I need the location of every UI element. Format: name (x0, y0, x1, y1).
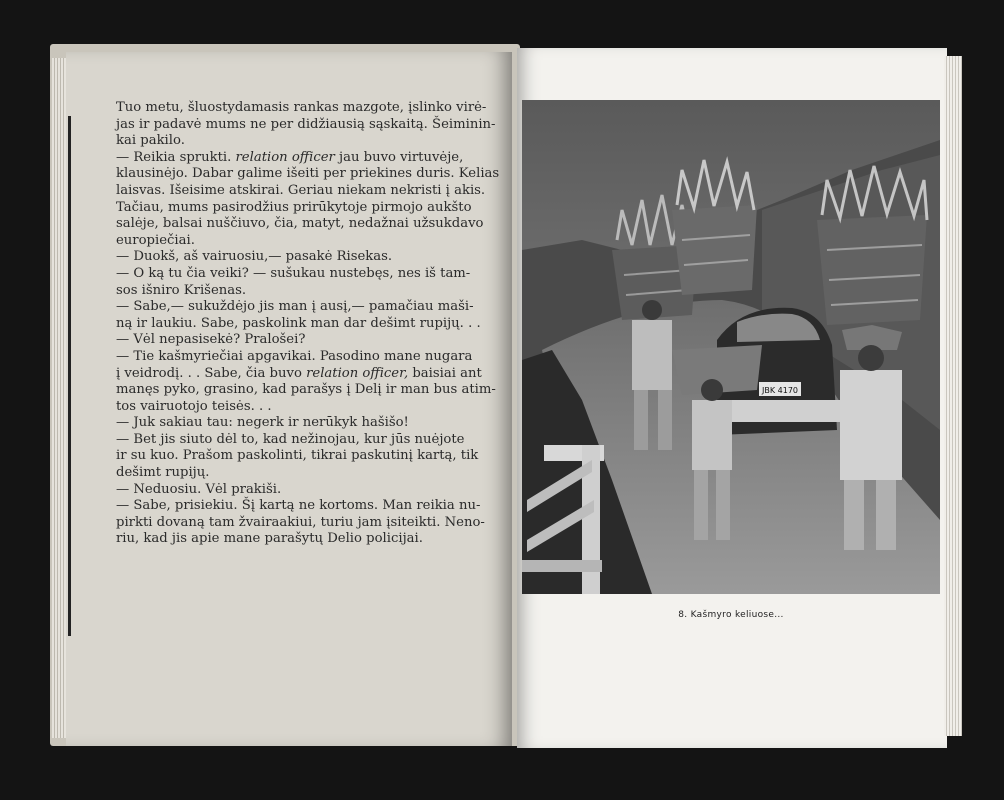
text-line: tos vairuotojo teisės. . . (116, 398, 272, 414)
text-line: į veidrodį. . . Sabe, čia buvo relation officer, baisiai ant (116, 365, 482, 381)
open-book (44, 38, 964, 750)
photo-caption: 8. Kašmyro keliuose... (678, 610, 784, 620)
license-plate: JBK 4170 (762, 386, 798, 395)
text-line: — Tie kašmyriečiai apgavikai. Pasodino mane nugara (116, 348, 473, 364)
text-line: — Neduosiu. Vėl prakiši. (116, 481, 282, 497)
text-line: — Juk sakiau tau: negerk ir nerūkyk hašišo! (116, 415, 409, 431)
page-edges-left (52, 58, 66, 738)
text-line: pirkti dovaną tam žvairaakiui, turiu jam įsiteikti. Neno- (116, 514, 485, 530)
text-line: dešimt rupijų. (116, 465, 210, 481)
text-line: laisvas. Išeisime atskirai. Geriau niekam nekristi į akis. (116, 182, 486, 198)
text-line: Tuo metu, šluostydamasis rankas mazgote, įslinko virė- (116, 100, 487, 115)
text-line: europiečiai. (116, 232, 195, 248)
text-line: jas ir padavė mums ne per didžiausią sąskaitą. Šeiminin- (116, 116, 496, 132)
text-line: salėje, balsai nuščiuvo, čia, matyt, nedažnai užsukdavo (116, 216, 484, 232)
text-line: klausinėjo. Dabar galime išeiti per priekines duris. Kelias (116, 166, 500, 182)
text-line: Tačiau, mums pasirodžius prirūkytoje pirmojo aukšto (116, 199, 472, 215)
text-line: kai pakilo. (116, 133, 185, 149)
page-edge-mark (68, 116, 71, 636)
text-line: — Sabe, prisiekiu. Šį kartą ne kortoms. Man reikia nu- (116, 498, 481, 514)
photo-plate (522, 100, 940, 594)
text-line: — Duokš, aš vairuosiu,— pasakė Risekas. (116, 249, 393, 265)
text-line: ir su kuo. Prašom paskolinti, tikrai paskutinį kartą, tik (116, 448, 479, 464)
text-line: riu, kad jis apie mane parašytų Delio policijai. (116, 531, 423, 547)
text-line: — O ką tu čia veiki? — sušukau nustebęs, nes iš tam- (116, 265, 471, 281)
text-line: — Reikia sprukti. relation officer jau buvo virtuvėje, (116, 149, 464, 165)
left-page-text (116, 100, 526, 548)
text-line: — Bet jis siuto dėl to, kad nežinojau, kur jūs nuėjote (116, 431, 465, 447)
text-line: — Sabe,— sukuždėjo jis man į ausį,— pamačiau maši- (116, 299, 474, 315)
page-edges-right (944, 56, 962, 736)
text-line: ną ir laukiu. Sabe, paskolink man dar dešimt rupijų. . . (116, 315, 481, 331)
text-line: — Vėl nepasisekė? Pralošei? (116, 332, 306, 348)
text-line: sos išniro Krišenas. (116, 282, 247, 298)
text-line: manęs pyko, grasino, kad parašys į Delį ir man bus atim- (116, 382, 496, 398)
